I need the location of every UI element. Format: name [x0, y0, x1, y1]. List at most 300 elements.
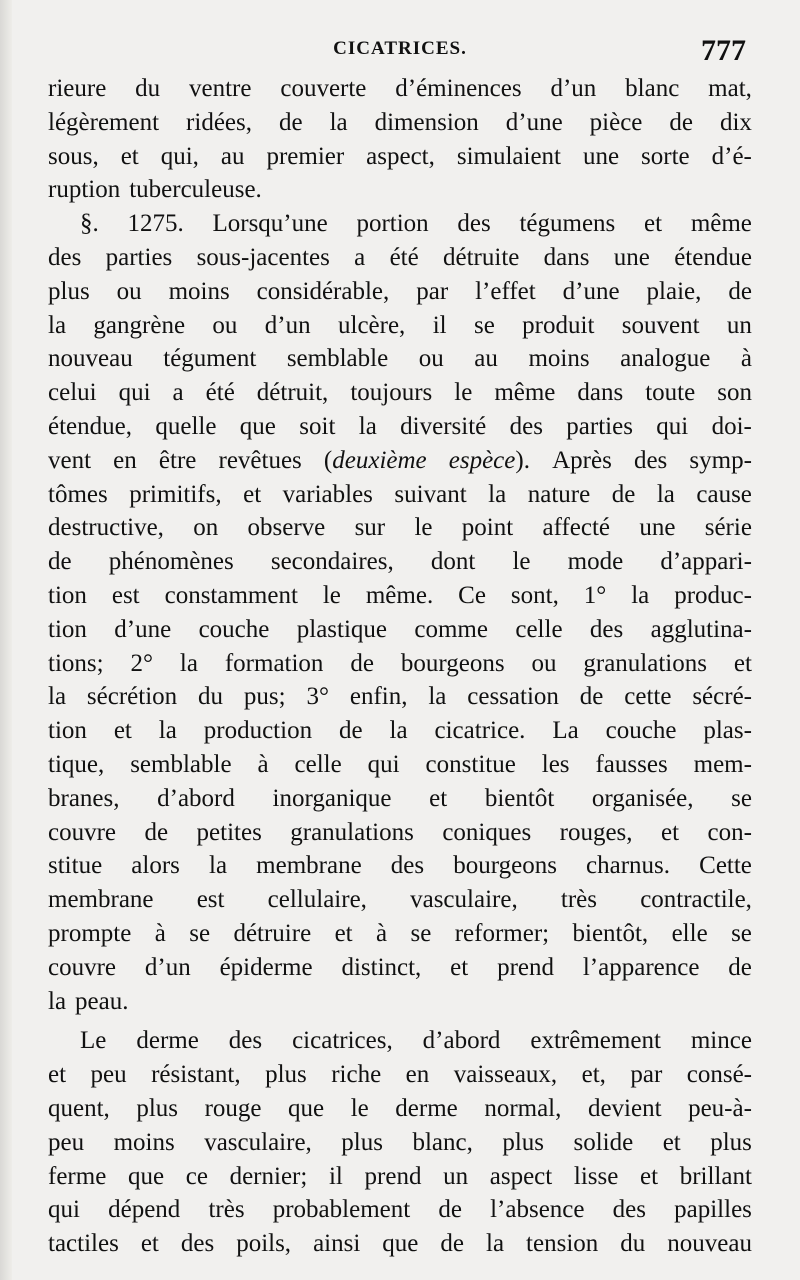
word: ou: [212, 311, 238, 339]
word: des: [457, 210, 491, 238]
word: mode: [567, 548, 624, 576]
word: elle: [671, 919, 708, 947]
word: contractile,: [640, 886, 752, 914]
word: ridées,: [186, 108, 252, 136]
word: se: [189, 919, 211, 947]
word: phénomènes: [108, 548, 234, 576]
word: des: [180, 1230, 215, 1258]
word: qui: [656, 412, 689, 440]
word: ruption: [48, 176, 121, 204]
text-line: [48, 1058, 752, 1092]
body-text: [48, 72, 752, 1261]
word: membrane: [256, 852, 362, 880]
word: d’un: [144, 953, 191, 981]
word: tactiles: [48, 1230, 119, 1258]
word: même: [494, 379, 556, 407]
word: ce: [185, 1162, 208, 1190]
word: la: [48, 987, 67, 1015]
page-number: 777: [701, 34, 746, 67]
word: d’abord: [422, 1027, 501, 1055]
word: diversité: [400, 412, 487, 440]
word: couvre: [48, 953, 117, 981]
word: charnus.: [586, 852, 671, 880]
word: nouveau: [48, 345, 133, 373]
word: détruire: [233, 919, 312, 947]
word: des: [390, 852, 425, 880]
word: Après: [552, 446, 612, 474]
word: qui,: [160, 142, 199, 170]
word: tion: [48, 615, 87, 643]
word: le: [454, 379, 473, 407]
word: premier: [266, 142, 345, 170]
word: légèrement: [48, 108, 160, 136]
word: des: [509, 412, 543, 440]
word: peau.: [75, 987, 129, 1015]
word: La: [552, 717, 579, 745]
word: comme: [414, 615, 488, 643]
word: par: [630, 1061, 663, 1089]
word: des: [228, 1027, 263, 1055]
word: petites: [196, 818, 262, 846]
word: nature: [527, 480, 591, 508]
word: se: [731, 784, 752, 812]
word: souvent: [621, 311, 700, 339]
word: et: [334, 919, 353, 947]
word: tions;: [48, 649, 104, 677]
word: à: [740, 345, 752, 373]
word: dans: [577, 379, 624, 407]
text-line: [48, 342, 752, 376]
word: que: [239, 412, 276, 440]
word: Ce: [458, 581, 486, 609]
word: sécré-: [692, 683, 752, 711]
text-line: [48, 1160, 752, 1194]
word: rouges,: [559, 818, 633, 846]
word: ulcère,: [338, 311, 406, 339]
word: qui: [48, 1196, 80, 1224]
word: pus;: [243, 683, 286, 711]
text-line: [48, 173, 752, 207]
word: la: [158, 717, 177, 745]
word: inorganique: [272, 784, 392, 812]
word: cellulaire,: [267, 886, 367, 914]
text-line: [48, 1227, 752, 1261]
word: de: [438, 1196, 462, 1224]
word: la: [486, 1230, 505, 1258]
word: et: [662, 1128, 681, 1156]
word: couverte: [280, 75, 367, 102]
word: de: [728, 953, 752, 981]
word: de: [669, 108, 693, 136]
word: qui: [118, 379, 151, 407]
word: plaie,: [646, 277, 702, 305]
word: celui: [48, 379, 97, 407]
word: la: [48, 683, 67, 711]
word: détruite: [443, 243, 520, 271]
text-line: [48, 816, 752, 850]
word: être: [158, 446, 197, 474]
text-line: [48, 849, 752, 883]
word: probablement: [272, 1196, 411, 1224]
word: destructive,: [48, 514, 164, 542]
word: d’une: [114, 615, 172, 643]
word: doi-: [711, 412, 752, 440]
word: à: [257, 750, 269, 778]
word: du: [198, 683, 224, 711]
word: blanc,: [412, 1128, 473, 1156]
word: sont,: [510, 581, 559, 609]
text-line: [48, 883, 752, 917]
word: dernier;: [229, 1162, 308, 1190]
word: se: [410, 919, 432, 947]
word: la: [656, 480, 675, 508]
word: constamment: [164, 581, 298, 609]
word: épiderme: [219, 953, 313, 981]
word: couche: [605, 717, 677, 745]
word: espèce).: [448, 446, 530, 474]
word: derme: [395, 1094, 458, 1122]
word: en: [405, 1061, 430, 1089]
word: de: [611, 480, 636, 508]
word: sur: [354, 514, 386, 542]
word: toujours: [350, 379, 433, 407]
word: a: [354, 243, 366, 271]
word: de: [144, 818, 169, 846]
text-line: [48, 579, 752, 613]
word: (deuxième: [323, 446, 427, 474]
running-head: CICATRICES.: [333, 38, 467, 59]
word: Cette: [699, 852, 752, 880]
word: bientôt: [484, 784, 555, 812]
word: observe: [247, 514, 326, 542]
word: plus: [48, 277, 90, 305]
word: tique,: [48, 750, 105, 778]
word: d’une: [562, 277, 620, 305]
text-line: [48, 106, 752, 140]
text-line: [48, 72, 752, 106]
word: cause: [696, 480, 752, 508]
word: mat,: [708, 75, 752, 102]
word: vasculaire,: [410, 886, 518, 914]
word: et: [140, 1230, 159, 1258]
word: §.: [80, 210, 99, 238]
word: plus: [710, 1128, 752, 1156]
word: stitue: [48, 852, 103, 880]
word: même: [690, 210, 752, 238]
word: couche: [198, 615, 270, 643]
word: et,: [581, 1061, 606, 1089]
word: un: [726, 311, 752, 339]
word: vasculaire,: [204, 1128, 312, 1156]
word: la: [209, 852, 228, 880]
word: résistant,: [151, 1061, 241, 1089]
text-line: [48, 309, 752, 343]
word: granulations: [583, 649, 707, 677]
word: cicatrices,: [292, 1027, 393, 1055]
word: de: [278, 108, 303, 136]
word: la: [631, 581, 650, 609]
word: et: [120, 142, 139, 170]
word: plus: [341, 1128, 383, 1156]
word: moins: [113, 1128, 175, 1156]
word: d’abord: [157, 784, 235, 812]
word: tension: [526, 1230, 599, 1258]
word: la: [428, 683, 447, 711]
word: semblable: [286, 345, 389, 373]
word: solide: [573, 1128, 634, 1156]
text-line: [48, 985, 752, 1019]
word: et: [429, 784, 448, 812]
word: gangrène: [93, 311, 186, 339]
word: distinct,: [341, 953, 422, 981]
word: ferme: [48, 1162, 107, 1190]
word: l’apparence: [582, 953, 700, 981]
word: d’appari-: [660, 548, 752, 576]
word: derme: [136, 1027, 199, 1055]
text-line: [48, 511, 752, 545]
word: cette: [624, 683, 672, 711]
word: tégument: [163, 345, 257, 373]
word: 2°: [130, 649, 153, 677]
word: affecté: [542, 514, 611, 542]
text-line: [48, 613, 752, 647]
word: de: [440, 1230, 464, 1258]
word: considérable,: [256, 277, 390, 305]
word: parties: [566, 412, 633, 440]
word: aspect: [489, 1162, 553, 1190]
word: organisée,: [591, 784, 694, 812]
page-header: [50, 34, 750, 74]
text-line: [48, 140, 752, 174]
word: détruit,: [256, 379, 329, 407]
word: bientôt,: [572, 919, 649, 947]
text-line: [48, 951, 752, 985]
word: mem-: [693, 750, 752, 778]
word: production: [203, 717, 313, 745]
word: formation: [224, 649, 324, 677]
word: la: [48, 311, 67, 339]
word: toute: [645, 379, 696, 407]
word: plastique: [296, 615, 388, 643]
word: normal,: [484, 1094, 562, 1122]
word: tômes: [48, 480, 108, 508]
word: très: [208, 1196, 245, 1224]
word: le: [512, 548, 531, 576]
word: tuberculeuse.: [129, 176, 262, 204]
text-line: [48, 376, 752, 410]
word: plas-: [703, 717, 752, 745]
text-line: [48, 714, 752, 748]
word: des: [633, 446, 668, 474]
word: de: [350, 649, 374, 677]
word: nouveau: [667, 1230, 752, 1258]
word: et: [661, 818, 680, 846]
word: d’éminences: [395, 75, 522, 102]
word: semblable: [130, 750, 232, 778]
word: blanc: [625, 75, 680, 102]
word: ainsi: [313, 1230, 361, 1258]
text-line: [48, 917, 752, 951]
word: quent,: [48, 1094, 110, 1122]
word: primitifs,: [129, 480, 222, 508]
word: d’é-: [711, 142, 752, 170]
word: secondaires,: [270, 548, 394, 576]
word: revêtues: [218, 446, 302, 474]
word: consé-: [686, 1061, 752, 1089]
word: Le: [80, 1027, 107, 1055]
word: Lorsqu’une: [212, 210, 328, 238]
word: simulaient: [456, 142, 561, 170]
word: ou: [116, 277, 142, 305]
word: le: [414, 514, 433, 542]
word: même.: [365, 581, 434, 609]
word: coniques: [442, 818, 532, 846]
word: de: [339, 717, 363, 745]
word: lisse: [573, 1162, 619, 1190]
word: 3°: [306, 683, 329, 711]
word: portion: [356, 210, 429, 238]
word: et: [113, 717, 132, 745]
word: les: [541, 750, 570, 778]
word: il: [432, 311, 447, 339]
word: une: [613, 243, 650, 271]
word: plus: [136, 1094, 179, 1122]
word: celle: [294, 750, 342, 778]
text-line: [48, 1024, 752, 1058]
word: produc-: [674, 581, 752, 609]
word: a: [172, 379, 184, 407]
text-line: [48, 444, 752, 478]
word: d’un: [550, 75, 597, 102]
word: enfin,: [349, 683, 408, 711]
word: parties: [105, 243, 173, 271]
word: membrane: [48, 886, 154, 914]
word: à: [376, 919, 388, 947]
word: analogue: [620, 345, 711, 373]
word: ventre: [189, 75, 252, 102]
text-line: [48, 241, 752, 275]
word: tion: [48, 717, 87, 745]
word: sous,: [48, 142, 99, 170]
word: on: [193, 514, 219, 542]
word: branes,: [48, 784, 120, 812]
text-line: [48, 478, 752, 512]
word: des: [589, 615, 624, 643]
word: 1°: [583, 581, 607, 609]
word: sécrétion: [86, 683, 178, 711]
text-line: [48, 275, 752, 309]
word: plus: [502, 1128, 545, 1156]
text-line: [48, 680, 752, 714]
word: d’un: [264, 311, 311, 339]
word: cessation: [467, 683, 559, 711]
word: devient: [587, 1094, 662, 1122]
word: brillant: [679, 1162, 752, 1190]
word: vent: [48, 446, 92, 474]
word: produit: [522, 311, 595, 339]
word: agglutina-: [650, 615, 752, 643]
word: alors: [131, 852, 180, 880]
word: celle: [515, 615, 563, 643]
word: vaisseaux,: [453, 1061, 558, 1089]
word: la: [389, 717, 408, 745]
word: la: [488, 480, 507, 508]
word: la: [358, 412, 377, 440]
word: et: [48, 1061, 67, 1089]
word: tion: [48, 581, 87, 609]
word: est: [111, 581, 140, 609]
word: de: [48, 548, 72, 576]
word: et: [640, 1162, 659, 1190]
word: l’effet: [475, 277, 536, 305]
word: et: [243, 480, 262, 508]
word: constitue: [425, 750, 516, 778]
word: au: [474, 345, 498, 373]
word: dix: [719, 108, 752, 136]
word: granulations: [290, 818, 414, 846]
word: d’une: [505, 108, 563, 136]
word: que: [127, 1162, 165, 1190]
text-line: [48, 1193, 752, 1227]
word: en: [113, 446, 137, 474]
word: con-: [707, 818, 752, 846]
word: son: [717, 379, 752, 407]
word: moins: [528, 345, 590, 373]
word: dont: [430, 548, 476, 576]
word: 1275.: [127, 210, 184, 238]
word: quelle: [155, 412, 217, 440]
word: une: [639, 514, 676, 542]
word: prend: [364, 1162, 422, 1190]
word: qui: [367, 750, 400, 778]
word: aspect,: [366, 142, 435, 170]
word: peu: [48, 1128, 85, 1156]
word: symp-: [689, 446, 752, 474]
word: par: [416, 277, 449, 305]
word: mince: [690, 1027, 752, 1055]
word: il: [328, 1162, 343, 1190]
text-line: [48, 748, 752, 782]
word: est: [196, 886, 225, 914]
word: tégumens: [519, 210, 616, 238]
word: du: [620, 1230, 646, 1258]
word: rouge: [204, 1094, 262, 1122]
word: dimension: [374, 108, 479, 136]
word: ou: [418, 345, 444, 373]
word: que: [382, 1230, 419, 1258]
word: dans: [543, 243, 590, 271]
word: dépend: [108, 1196, 181, 1224]
word: la: [329, 108, 348, 136]
word: de: [728, 277, 752, 305]
word: étendue: [674, 243, 752, 271]
word: sorte: [641, 142, 690, 170]
text-line: [48, 782, 752, 816]
text-line: [48, 647, 752, 681]
word: été: [205, 379, 235, 407]
word: sous-jacentes: [196, 243, 330, 271]
word: poils,: [236, 1230, 292, 1258]
word: point: [461, 514, 514, 542]
word: variables: [282, 480, 373, 508]
word: papilles: [674, 1196, 752, 1224]
word: se: [731, 919, 752, 947]
word: de: [579, 683, 604, 711]
word: soit: [299, 412, 336, 440]
word: un: [443, 1162, 469, 1190]
word: série: [704, 514, 752, 542]
word: peu: [90, 1061, 127, 1089]
